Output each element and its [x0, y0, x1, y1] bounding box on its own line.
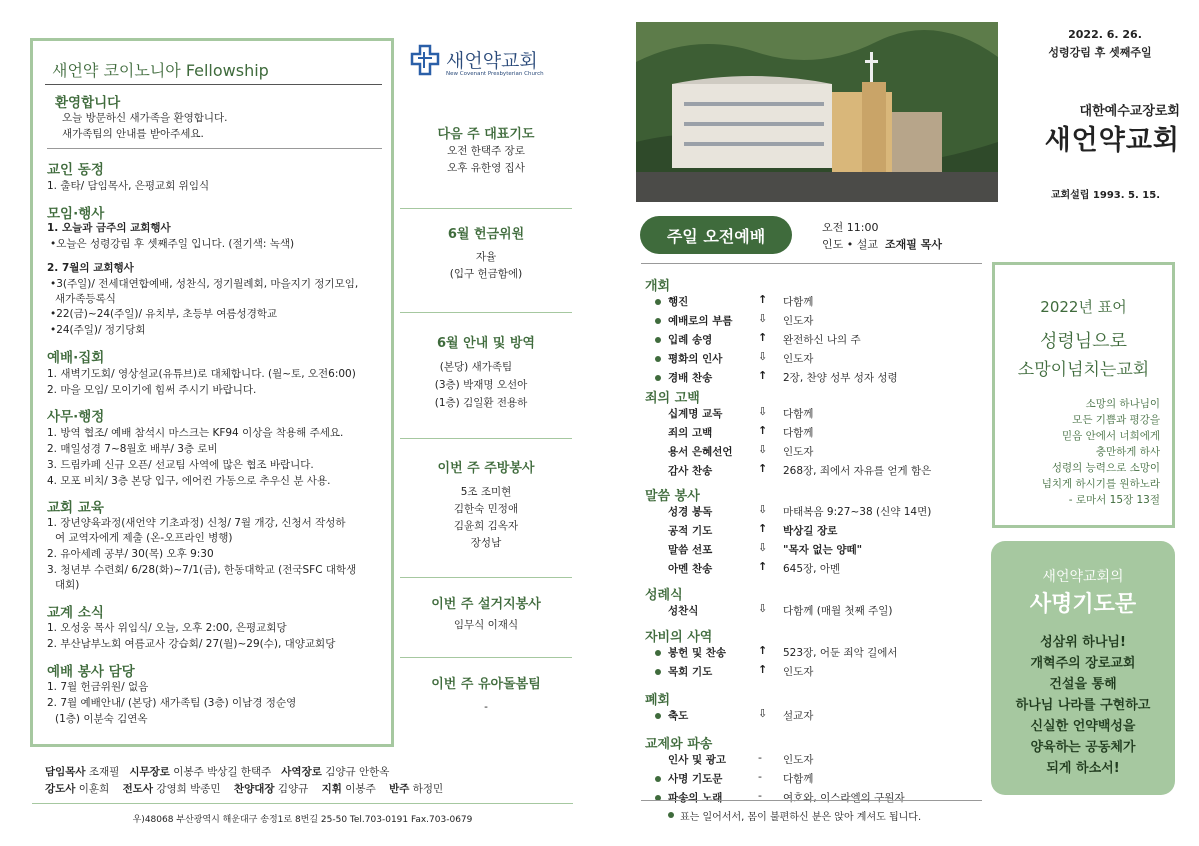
worship-section-heading: 자비의 사역 [645, 630, 713, 645]
section-line: 3. 드림카페 신규 오픈/ 선교팀 사역에 많은 협조 바랍니다. [47, 459, 314, 471]
worship-item-value: 인도자 [783, 446, 814, 458]
prayer-line: 성삼위 하나님! [1040, 635, 1126, 650]
staff-names: 조재필 [88, 766, 120, 778]
verse-line: 성령의 능력으로 소망이 [1051, 462, 1160, 474]
section-line: 2. 7월의 교회행사 [47, 262, 134, 274]
worship-section-heading: 개회 [645, 279, 671, 294]
welcome-line: 새가족팀의 안내를 받아주세요. [62, 128, 204, 140]
motto-line-1: 성령님으로 [1040, 331, 1127, 352]
section-line: 2. 유아세례 공부/ 30(목) 오후 9:30 [47, 548, 214, 560]
item-bullet [655, 776, 661, 782]
divider [32, 803, 573, 804]
worship-item-value: 인도자 [783, 754, 814, 766]
section-line: 1. 7월 헌금위원/ 없음 [47, 681, 149, 693]
staff-row-1 [45, 764, 389, 779]
prayer-line: 양육하는 공동체가 [1030, 740, 1136, 755]
sit-arrow-icon: ⇩ [758, 443, 768, 456]
stand-arrow-icon: ↑ [758, 424, 768, 437]
motto-year: 2022년 표어 [1040, 298, 1127, 316]
verse-line: 모든 기쁨과 평강을 [1072, 414, 1160, 426]
worship-item-value: 완전하신 나의 주 [783, 334, 861, 346]
worship-item-name: 봉헌 및 찬송 [668, 647, 727, 659]
section-line: 2. 7월 예배안내/ (본당) 새가족팀 (3층) 이남경 정순영 [47, 697, 297, 709]
worship-item-value: "목자 없는 양떼" [783, 544, 863, 556]
middle-title: 6월 안내 및 방역 [437, 336, 535, 351]
worship-item-name: 죄의 고백 [668, 427, 713, 439]
staff-role: 찬양대장 [233, 783, 275, 795]
section-line: 1. 오성웅 목사 위임식/ 오늘, 오후 2:00, 은평교회당 [47, 622, 287, 634]
prayer-line: 신실한 언약백성을 [1030, 719, 1136, 734]
sit-arrow-icon: ⇩ [758, 312, 768, 325]
verse-line: 믿음 안에서 너희에게 [1062, 430, 1160, 442]
divider [641, 800, 982, 801]
middle-title: 다음 주 대표기도 [437, 127, 535, 142]
liturgical-sunday: 성령강림 후 셋째주일 [1048, 46, 1152, 59]
worship-item-name: 성경 봉독 [668, 506, 713, 518]
section-heading: 교회 교육 [47, 500, 104, 516]
dash-icon: - [758, 789, 762, 802]
church-logo-sub: New Covenant Presbyterian Church [446, 71, 544, 77]
worship-item-name: 감사 찬송 [668, 465, 713, 477]
staff-role: 지휘 [321, 783, 342, 795]
church-logo-icon [410, 44, 440, 80]
motto-line-2: 소망이넘치는교회 [1017, 360, 1150, 380]
divider [400, 312, 572, 313]
middle-title: 이번 주 설거지봉사 [431, 597, 541, 612]
worship-item-value: 다함께 (매월 첫째 주일) [783, 605, 893, 617]
worship-item-name: 사명 기도문 [668, 773, 723, 785]
worship-item-name: 인사 및 광고 [668, 754, 727, 766]
item-bullet [655, 299, 661, 305]
worship-title: 주일 오전예배 [666, 227, 766, 246]
divider [400, 657, 572, 658]
middle-line: 김윤희 김옥자 [453, 520, 519, 532]
section-line: •오늘은 성령강림 후 셋째주일 입니다. (절기색: 녹색) [50, 238, 295, 250]
section-line: 2. 매일성경 7~8월호 배부/ 3층 로비 [47, 443, 218, 455]
worship-item-name: 파송의 노래 [668, 792, 723, 804]
preacher-name: 조재필 목사 [885, 238, 942, 251]
section-line: 새가족등록식 [55, 293, 116, 305]
verse-line: 충만하게 하사 [1095, 446, 1160, 458]
stand-arrow-icon: ↑ [758, 331, 768, 344]
date: 2022. 6. 26. [1068, 28, 1142, 41]
church-name: 새언약교회 [1044, 125, 1180, 156]
section-line: 1. 장년양육과정(새언약 기초과정) 신청/ 7월 개강, 신청서 작성하 [47, 517, 346, 529]
worship-item-name: 용서 은혜선언 [668, 446, 733, 458]
middle-line: (본당) 새가족팀 [439, 361, 513, 373]
worship-section-heading: 폐회 [645, 693, 671, 708]
note-bullet [668, 812, 674, 818]
item-bullet [655, 356, 661, 362]
middle-line: 오전 한택주 장로 [447, 145, 525, 157]
worship-item-value: 다함께 [783, 408, 814, 420]
prayer-line: 건설을 통해 [1049, 677, 1117, 692]
section-line: 여 교역자에게 제출 (온-오프라인 병행) [55, 532, 233, 544]
verse-line: 소망의 하나님이 [1085, 398, 1160, 410]
section-heading: 사무·행정 [47, 409, 105, 425]
church-building-photo [636, 22, 998, 202]
middle-line: 임무식 이재식 [453, 619, 519, 631]
middle-line: 자율 [475, 251, 497, 263]
worship-item-value: 다함께 [783, 427, 814, 439]
prayer-subtitle: 새언약교회의 [1042, 569, 1124, 585]
worship-item-name: 아멘 찬송 [668, 563, 713, 575]
verse-line: 넘치게 하시기를 원하노라 [1041, 478, 1160, 490]
worship-item-value: 645장, 아멘 [783, 563, 841, 575]
staff-role: 강도사 [45, 783, 76, 795]
worship-item-value: 인도자 [783, 315, 814, 327]
section-heading: 교계 소식 [47, 605, 104, 621]
middle-line: 오후 유한영 집사 [447, 162, 525, 174]
preacher-label: 인도 • 설교 [822, 238, 878, 251]
section-line: 3. 청년부 수련회/ 6/28(화)~7/1(금), 한동대학교 (전국SFC 대학생 [47, 564, 357, 576]
stand-arrow-icon: ↑ [758, 293, 768, 306]
section-heading: 예배 봉사 담당 [47, 664, 135, 680]
staff-names: 이훈희 [78, 783, 110, 795]
staff-names: 하정민 [412, 783, 444, 795]
section-line: •3(주일)/ 전세대연합예배, 성찬식, 정기월례회, 마을지기 정기모임, [50, 278, 359, 290]
denomination: 대한예수교장로회 [1079, 104, 1180, 119]
prayer-text [991, 632, 1175, 779]
item-bullet [655, 713, 661, 719]
worship-item-value: 인도자 [783, 353, 814, 365]
prayer-line: 하나님 나라를 구현하고 [1015, 698, 1151, 713]
worship-time: 오전 11:00 [822, 221, 879, 234]
stand-arrow-icon: ↑ [758, 644, 768, 657]
prayer-line: 개혁주의 장로교회 [1030, 656, 1136, 671]
middle-line: - [484, 701, 488, 713]
item-bullet [655, 650, 661, 656]
worship-item-value: 다함께 [783, 296, 814, 308]
address: 우)48068 부산광역시 해운대구 송정1로 8번길 25-50 Tel.703-0191 Fax.703-0679 [132, 815, 473, 825]
item-bullet [655, 669, 661, 675]
worship-item-value: 다함께 [783, 773, 814, 785]
worship-section-heading: 말씀 봉사 [645, 489, 700, 504]
staff-names: 김양규 안한옥 [325, 766, 390, 778]
section-line: 1. 방역 협조/ 예배 참석시 마스크는 KF94 이상을 착용해 주세요. [47, 427, 344, 439]
section-line: (1층) 이분숙 김연옥 [55, 713, 148, 725]
divider [400, 208, 572, 209]
worship-item-name: 평화의 인사 [668, 353, 723, 365]
section-heading: 예배·집회 [47, 350, 105, 366]
welcome-heading: 환영합니다 [55, 95, 121, 111]
divider [400, 577, 572, 578]
staff-role: 전도사 [122, 783, 154, 795]
section-line: •22(금)~24(주일)/ 유치부, 초등부 여름성경학교 [50, 308, 278, 320]
middle-line: (1층) 김일환 전용하 [434, 397, 528, 409]
founded-date: 교회설립 1993. 5. 15. [1050, 190, 1160, 201]
middle-title: 6월 헌금위원 [447, 227, 525, 242]
worship-item-name: 경배 찬송 [668, 372, 713, 384]
middle-title: 이번 주 유아돌봄팀 [431, 677, 541, 692]
section-line: 1. 출타/ 담임목사, 은평교회 위임식 [47, 180, 210, 192]
section-line: 대회) [55, 579, 80, 591]
worship-item-value: 523장, 어둔 죄악 길에서 [783, 647, 898, 659]
divider [47, 148, 382, 149]
stand-arrow-icon: ↑ [758, 369, 768, 382]
middle-line: 5조 조미현 [460, 486, 512, 498]
section-line: 2. 마을 모임/ 모이기에 힘써 주시기 바랍니다. [47, 384, 257, 396]
middle-line: (3층) 박재명 오선아 [434, 379, 528, 391]
section-heading: 모임·행사 [47, 206, 105, 222]
motto-verse [1000, 396, 1160, 508]
staff-role: 담임목사 [45, 766, 86, 778]
worship-item-value: 여호와, 이스라엘의 구원자 [783, 792, 905, 804]
sit-arrow-icon: ⇩ [758, 503, 768, 516]
worship-item-value: 2장, 찬양 성부 성자 성령 [783, 372, 898, 384]
welcome-line: 오늘 방문하신 새가족을 환영합니다. [62, 112, 228, 124]
worship-item-name: 예배로의 부름 [668, 315, 733, 327]
worship-item-name: 목회 기도 [668, 666, 713, 678]
worship-section-heading: 죄의 고백 [645, 391, 700, 406]
prayer-title: 사명기도문 [1029, 592, 1137, 617]
preacher-line [822, 236, 942, 252]
staff-names: 김양규 [277, 783, 309, 795]
section-line: 1. 오늘과 금주의 교회행사 [47, 222, 171, 234]
worship-item-name: 말씀 선포 [668, 544, 713, 556]
prayer-line: 되게 하소서! [1046, 761, 1120, 776]
staff-names: 이봉주 [345, 783, 376, 795]
worship-item-name: 행진 [668, 296, 689, 308]
section-line: 1. 새벽기도회/ 영상설교(유튜브)로 대체합니다. (월~토, 오전6:00) [47, 368, 356, 380]
verse-line: - 로마서 15장 13절 [1068, 494, 1160, 506]
worship-item-name: 성찬식 [668, 605, 699, 617]
stand-arrow-icon: ↑ [758, 560, 768, 573]
worship-item-value: 설교자 [783, 710, 814, 722]
staff-role: 반주 [389, 783, 410, 795]
item-bullet [655, 337, 661, 343]
middle-line: (입구 헌금함에) [449, 268, 523, 280]
dash-icon: - [758, 751, 762, 764]
sit-arrow-icon: ⇩ [758, 707, 768, 720]
worship-note: 표는 일어서서, 몸이 불편하신 분은 앉아 계셔도 됩니다. [680, 812, 922, 823]
stand-arrow-icon: ↑ [758, 522, 768, 535]
section-line: 4. 모포 비치/ 3층 본당 입구, 에어컨 가동으로 추우신 분 사용. [47, 475, 331, 487]
middle-line: 김한숙 민정애 [453, 503, 519, 515]
worship-item-value: 인도자 [783, 666, 814, 678]
worship-item-value: 박상길 장로 [783, 525, 838, 537]
staff-names: 강영희 박종민 [156, 783, 221, 795]
staff-row-2 [45, 781, 443, 796]
worship-item-name: 십계명 교독 [668, 408, 723, 420]
item-bullet [655, 375, 661, 381]
section-line: •24(주일)/ 정기당회 [50, 324, 146, 336]
fellowship-title: 새언약 코이노니아 Fellowship [52, 61, 269, 80]
item-bullet [655, 318, 661, 324]
section-heading: 교인 동정 [47, 162, 104, 178]
staff-role: 사역장로 [281, 766, 322, 778]
worship-section-heading: 교제와 파송 [645, 737, 713, 752]
sit-arrow-icon: ⇩ [758, 350, 768, 363]
staff-role: 시무장로 [129, 766, 170, 778]
worship-item-name: 축도 [668, 710, 689, 722]
sit-arrow-icon: ⇩ [758, 405, 768, 418]
worship-item-value: 268장, 죄에서 자유를 얻게 함은 [783, 465, 932, 477]
divider [45, 84, 382, 85]
divider [641, 263, 982, 264]
section-line: 2. 부산남부노회 여름교사 강습회/ 27(월)~29(수), 대양교회당 [47, 638, 336, 650]
dash-icon: - [758, 770, 762, 783]
sit-arrow-icon: ⇩ [758, 541, 768, 554]
worship-item-value: 마태복음 9:27~38 (신약 14면) [783, 506, 932, 518]
stand-arrow-icon: ↑ [758, 462, 768, 475]
sit-arrow-icon: ⇩ [758, 602, 768, 615]
divider [400, 438, 572, 439]
middle-title: 이번 주 주방봉사 [437, 461, 535, 476]
worship-item-name: 공적 기도 [668, 525, 713, 537]
staff-names: 이봉주 박상길 한택주 [173, 766, 272, 778]
middle-line: 장성남 [470, 537, 502, 549]
worship-section-heading: 성례식 [645, 588, 683, 603]
stand-arrow-icon: ↑ [758, 663, 768, 676]
worship-item-name: 입례 송영 [668, 334, 713, 346]
church-logo-name: 새언약교회 [446, 50, 538, 72]
